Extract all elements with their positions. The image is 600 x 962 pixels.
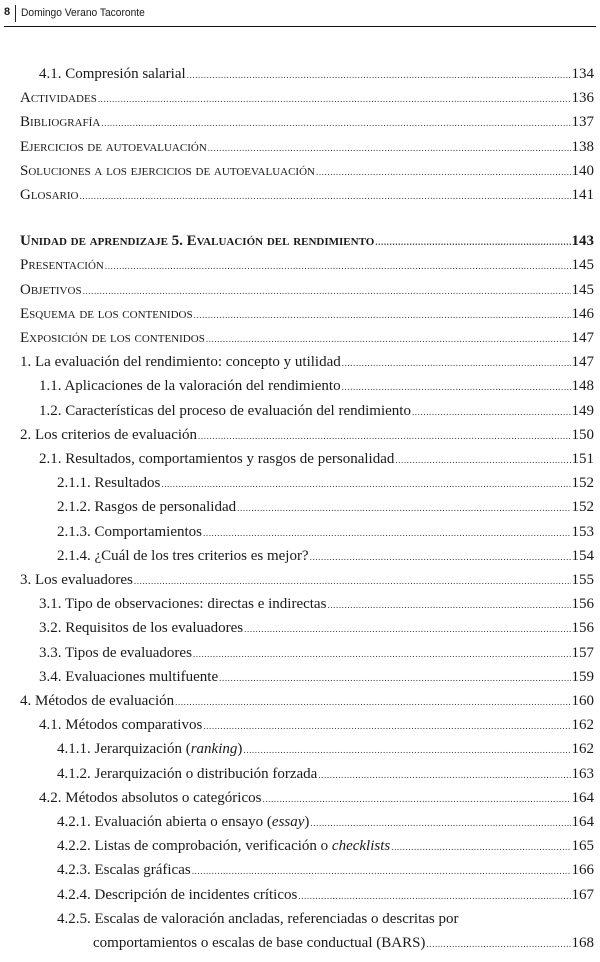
toc-entry[interactable] [0,187,594,209]
dot-leader [101,118,570,128]
entry-page: 168 [571,934,594,951]
entry-text: 1. La evaluación del rendimiento: concepto y utilidad [20,354,341,371]
entry-text: 3.3. Tipos de evaluadores [39,644,192,661]
toc-entry[interactable] [0,669,594,691]
toc-entry[interactable] [0,693,594,715]
entry-page: 163 [571,765,594,782]
entry-title [20,330,205,347]
entry-title [20,139,207,156]
toc-entry[interactable] [0,620,594,642]
entry-title [57,862,191,879]
dot-leader [237,503,570,513]
entry-page: 162 [571,741,594,758]
entry-text: 2.1.3. Comportamientos [57,523,202,540]
entry-text: 2. Los criterios de evaluación [20,426,198,443]
dot-leader [426,939,570,949]
toc-entry[interactable] [0,257,594,279]
entry-text-end: ) [304,814,310,830]
entry-title [39,669,218,686]
entry-text: 4.1.1. Jerarquización ( [57,741,191,758]
entry-page: 148 [571,378,594,395]
entry-text: 4.1. Compresión salarial [39,66,186,82]
entry-page: 147 [571,354,594,371]
entry-text: 4. Métodos de evaluación [20,693,175,709]
entry-title [20,354,341,371]
dot-leader [192,866,571,876]
entry-text: 4.2.1. Evaluación abierta o ensayo ( [57,814,272,830]
dot-leader [318,770,570,780]
toc-entry[interactable] [0,572,594,594]
dot-leader [219,673,570,683]
entry-text: Bibliografía [20,114,101,131]
entry-page: 166 [571,862,594,879]
dot-leader [395,455,570,465]
entry-title [57,887,297,904]
entry-page: 134 [571,66,594,82]
entry-title [39,596,326,613]
entry-page: 143 [571,233,594,250]
entry-text: 4.2. Métodos absolutos o categóricos [39,789,262,806]
entry-title [20,427,197,444]
entry-title [39,403,411,420]
dot-leader [206,334,571,344]
dot-leader [310,818,570,828]
entry-italic-term: ranking [190,741,238,758]
dot-leader [134,576,571,586]
entry-text: Exposición de los contenidos [20,330,205,346]
entry-page: 145 [571,281,594,298]
entry-page: 138 [571,138,594,155]
toc-entry[interactable] [0,741,594,763]
page-number: 8 [4,6,11,18]
toc-entry[interactable] [0,378,594,400]
dot-leader [243,745,570,755]
toc-entry-continuation [0,935,594,957]
dot-leader [244,624,570,634]
entry-page: 156 [571,620,594,637]
toc-entry[interactable] [0,233,594,255]
entry-page: 137 [571,114,594,131]
header-divider [15,5,16,22]
toc-entry[interactable] [0,306,594,328]
toc-entry[interactable] [0,524,594,546]
entry-title [20,572,133,589]
toc-entry[interactable] [0,790,594,812]
toc-entry[interactable] [0,163,594,185]
toc-entry[interactable] [0,139,594,161]
entry-page: 140 [571,162,594,179]
toc-entry[interactable] [0,427,594,449]
entry-title [39,620,243,637]
dot-leader [316,167,571,177]
running-header [4,4,596,27]
entry-italic-term: essay [271,814,305,830]
dot-leader [198,431,570,441]
entry-text: 3.4. Evaluaciones multifuente [39,668,219,685]
entry-text: 2.1. Resultados, comportamientos y rasgos de personalidad [39,451,395,467]
entry-page: 156 [571,596,594,613]
entry-title [57,741,242,758]
toc-entry[interactable] [0,838,594,860]
dot-leader [194,310,571,320]
author-name: Domingo Verano Tacoronte [21,7,145,19]
dot-leader [203,721,570,731]
entry-title [57,814,309,831]
entry-title [20,233,374,250]
entry-page: 155 [571,572,594,588]
dot-leader [203,528,571,538]
entry-text: Objetivos [20,281,82,298]
toc-entry[interactable] [0,862,594,884]
entry-text: Esquema de los contenidos [20,305,193,322]
entry-text: Soluciones a los ejercicios de autoevaluación [20,162,315,179]
entry-title [20,282,82,299]
entry-text: Unidad de aprendizaje 5. Evaluación del rendimiento [20,233,375,250]
dot-leader [105,261,571,271]
entry-text: 4.2.4. Descripción de incidentes críticos [57,886,298,903]
toc-entry[interactable] [0,645,594,667]
entry-text: 4.1. Métodos comparativos [39,717,203,734]
entry-page: 162 [571,717,594,734]
toc-entry[interactable] [0,717,594,739]
dot-leader [262,794,570,804]
entry-title [20,257,104,274]
dot-leader [187,70,571,80]
entry-title [57,548,309,565]
toc-entry[interactable] [0,911,594,933]
entry-title [20,163,315,180]
entry-page: 165 [571,838,594,855]
toc-entry[interactable] [0,114,594,136]
entry-title [57,475,160,492]
entry-text: 4.2.2. Listas de comprobación, verificación o [57,838,332,855]
entry-text: 4.1.2. Jerarquización o distribución forzada [57,765,318,782]
entry-title [39,378,341,395]
dot-leader [175,697,570,707]
toc-entry[interactable] [0,282,594,304]
entry-title [57,766,317,783]
toc-entry[interactable] [0,814,594,836]
entry-page: 164 [571,789,594,806]
entry-title [39,645,192,662]
toc-entry[interactable] [0,403,594,425]
toc-entry[interactable] [0,475,594,497]
dot-leader [310,552,571,562]
entry-title [57,838,390,855]
entry-text: 3. Los evaluadores [20,572,133,588]
dot-leader [375,237,570,247]
toc-entry[interactable] [0,596,594,618]
toc-entry[interactable] [0,499,594,521]
dot-leader [298,891,570,901]
entry-text: Ejercicios de autoevaluación [20,138,207,155]
toc-entry[interactable] [0,90,594,112]
entry-page: 159 [571,668,594,685]
entry-text: 3.2. Requisitos de los evaluadores [39,620,244,637]
dot-leader [161,479,570,489]
entry-page: 151 [571,451,594,467]
entry-page: 154 [571,547,594,564]
entry-title [57,524,202,541]
entry-page: 146 [571,305,594,322]
toc-entry[interactable] [0,330,594,352]
entry-text: Presentación [20,257,104,274]
entry-page: 136 [571,90,594,107]
entry-title [39,790,261,807]
entry-title [57,499,236,516]
entry-text: Glosario [20,187,79,203]
entry-page: 145 [571,257,594,274]
entry-text: 3.1. Tipo de observaciones: directas e indirectas [39,596,327,613]
entry-page: 141 [571,187,594,203]
entry-page: 147 [571,330,594,346]
entry-title [20,306,193,323]
dot-leader [412,407,571,417]
entry-italic-term: checklists [331,838,391,855]
dot-leader [193,649,571,659]
dot-leader [342,382,571,392]
entry-page: 153 [571,523,594,540]
entry-title: 4.2.5. Escalas de valoración ancladas, referenciadas o descritas por [57,910,459,927]
entry-text: 1.2. Características del proceso de evaluación del rendimiento [39,402,411,419]
toc-entry[interactable] [0,354,594,376]
toc-entry[interactable] [0,766,594,788]
toc-entry[interactable] [0,887,594,909]
entry-title [39,451,394,468]
entry-page: 164 [571,814,594,830]
entry-page: 160 [571,693,594,709]
toc-entry[interactable] [0,66,594,88]
entry-page: 149 [571,402,594,419]
entry-text-end: ) [237,741,243,758]
dot-leader [208,143,571,153]
entry-page: 167 [571,886,594,903]
toc-entry[interactable] [0,548,594,570]
entry-title [20,187,79,204]
entry-title [39,66,186,83]
entry-page: 157 [571,644,594,661]
entry-title [20,114,100,131]
entry-page: 152 [571,499,594,516]
entry-page: 150 [571,426,594,443]
toc-entry[interactable] [0,451,594,473]
entry-title [39,717,202,734]
entry-title-continued: comportamientos o escalas de base conductual (BARS) [93,934,426,951]
entry-text: 2.1.2. Rasgos de personalidad [57,499,237,516]
entry-page: 152 [571,475,594,492]
dot-leader [98,94,571,104]
dot-leader [327,600,570,610]
dot-leader [80,191,571,201]
dot-leader [83,286,571,296]
entry-text: 2.1.1. Resultados [57,475,161,492]
entry-title [20,90,97,107]
entry-title [20,693,174,710]
entry-text: 1.1. Aplicaciones de la valoración del rendimiento [39,378,341,395]
dot-leader [391,842,570,852]
entry-text: Actividades [20,90,97,107]
entry-text: 2.1.4. ¿Cuál de los tres criterios es mejor? [57,547,309,564]
entry-text: 4.2.3. Escalas gráficas [57,862,191,879]
dot-leader [342,358,571,368]
